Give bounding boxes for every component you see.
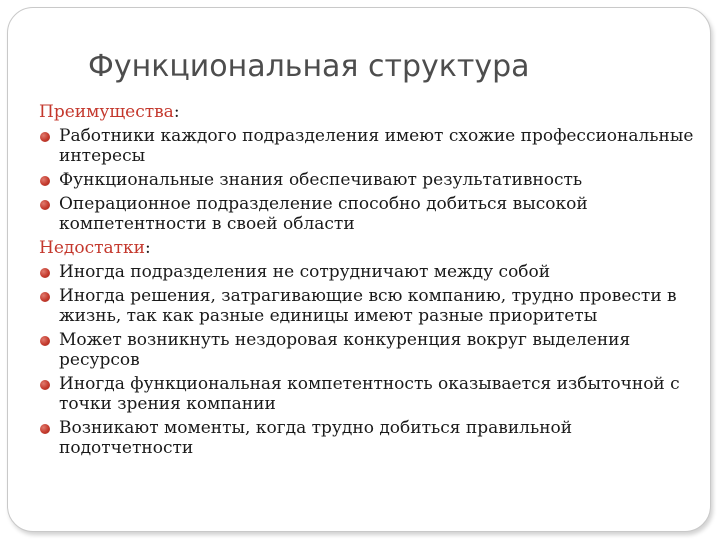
section-heading-colon: :	[145, 238, 151, 258]
section-heading-disadvantages	[39, 238, 707, 258]
list-item	[39, 126, 707, 166]
bullet-icon	[40, 424, 50, 434]
list-item-text: Иногда подразделения не сотрудничают между собой	[59, 262, 551, 282]
list-item-text: Операционное подразделение способно добиться высокой компетентности в своей области	[59, 194, 588, 234]
bullet-icon	[40, 380, 50, 390]
list-item-text: Работники каждого подразделения имеют схожие профессиональные интересы	[59, 126, 694, 166]
section-heading-label: Недостатки	[39, 238, 146, 258]
bullet-icon	[40, 200, 50, 210]
bullet-icon	[40, 176, 50, 186]
slide-title: Функциональная структура	[88, 49, 530, 84]
bullet-icon	[40, 268, 50, 278]
list-item-text: Функциональные знания обеспечивают результативность	[59, 170, 583, 190]
list-item	[39, 194, 707, 234]
list-item	[39, 262, 707, 282]
slide	[7, 7, 711, 532]
section-heading-colon: :	[173, 102, 180, 122]
list-item-text: Возникают моменты, когда трудно добиться правильной подотчетности	[59, 418, 573, 458]
section-heading-advantages	[39, 102, 707, 122]
list-item	[39, 374, 707, 414]
list-item	[39, 286, 707, 326]
list-item-text: Может возникнуть нездоровая конкуренция вокруг выделения ресурсов	[59, 330, 631, 370]
list-item-text: Иногда решения, затрагивающие всю компанию, трудно провести в жизнь, так как разные единицы имеют разные приоритеты	[59, 286, 677, 326]
bullet-icon	[40, 336, 50, 346]
list-item	[39, 330, 707, 370]
list-item	[39, 418, 707, 458]
list-item	[39, 170, 707, 190]
section-heading-label: Преимущества	[39, 102, 174, 122]
bullet-icon	[40, 132, 50, 142]
list-item-text: Иногда функциональная компетентность оказывается избыточной с точки зрения компании	[59, 374, 680, 414]
bullet-icon	[40, 292, 50, 302]
slide-content	[39, 102, 707, 458]
